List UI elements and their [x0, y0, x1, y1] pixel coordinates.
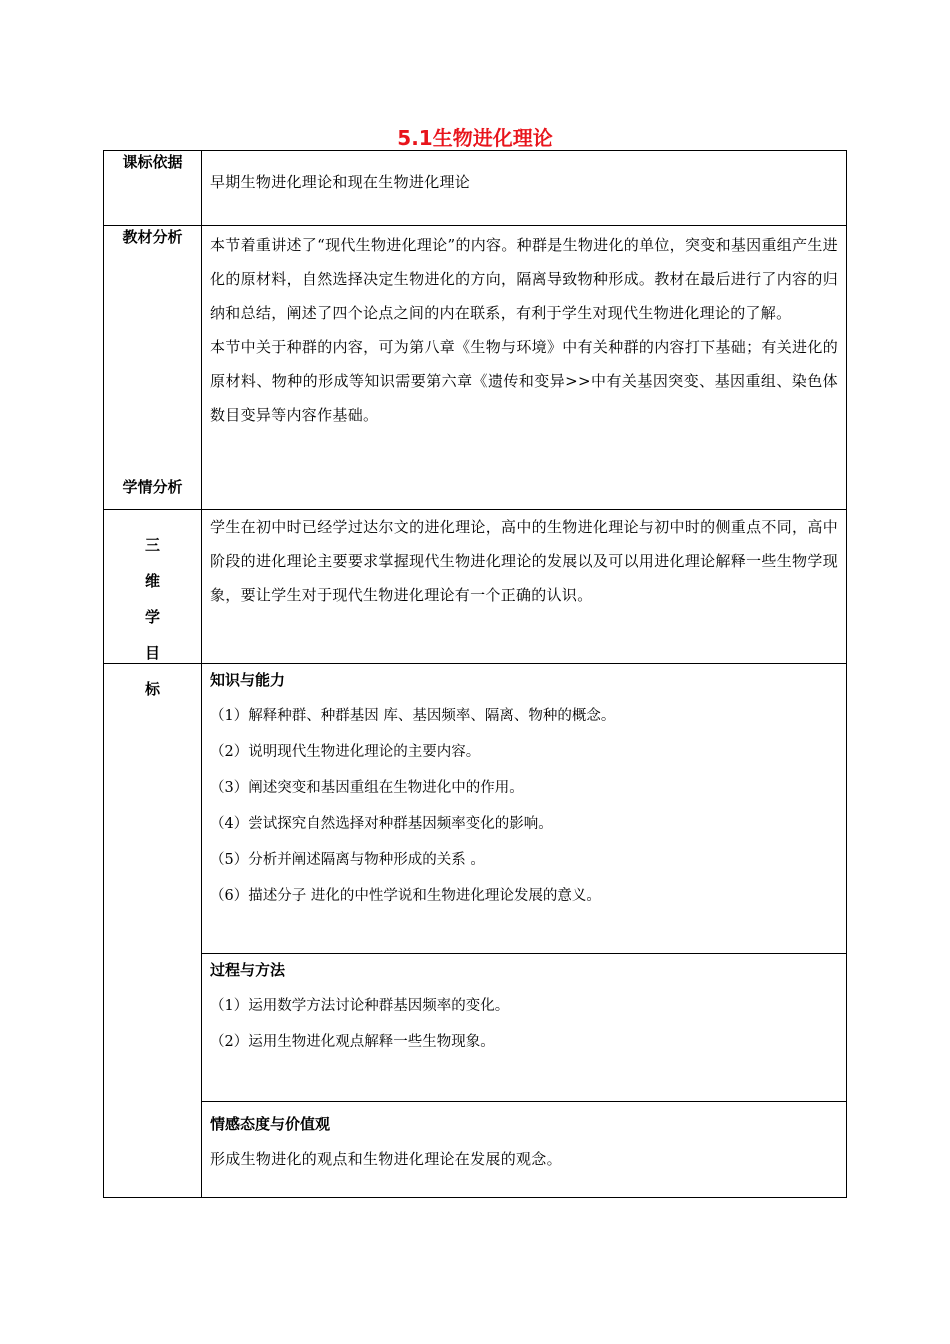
label-three-dimensional-goals [104, 536, 202, 1198]
curriculum-basis-text: 早期生物进化理论和现在生物进化理论 [210, 173, 471, 191]
goals-label-char-3: 学 [144, 608, 160, 626]
goals-label-char-4: 目 [144, 644, 160, 662]
textbook-paragraph-1: 本节着重讲述了“现代生物进化理论”的内容。种群是生物进化的单位，突变和基因重组产生进化的原材料，自然选择决定生物进化的方向，隔离导致物种形成。教材在最后进行了内容的归纳和总结，阐述了四个论点之间的内在联系，有利于学生对现代生物进化理论的了解。 [210, 236, 838, 322]
row-goals-attitude [104, 1102, 847, 1198]
lesson-plan-table [103, 150, 847, 1198]
row-learner-analysis [104, 510, 847, 664]
process-method-heading: 过程与方法 [210, 961, 286, 979]
learner-analysis-text: 学生在初中时已经学过达尔文的进化理论，高中的生物进化理论与初中时的侧重点不同，高中阶段的进化理论主要要求掌握现代生物进化理论的发展以及可以用进化理论解释一些生物学现象，要让学生对于现代生物进化理论有一个正确的认识。 [210, 518, 838, 604]
knowledge-item-3: （3）阐述突变和基因重组在生物进化中的作用。 [210, 780, 524, 796]
knowledge-item-2: （2）说明现代生物进化理论的主要内容。 [210, 744, 481, 760]
content-curriculum-basis [202, 151, 847, 226]
goals-label-char-5: 标 [144, 680, 160, 698]
row-goals-knowledge [104, 664, 847, 954]
label-textbook-analysis: 教材分析 [104, 226, 202, 510]
process-item-1: （1）运用数学方法讨论种群基因频率的变化。 [210, 998, 510, 1014]
knowledge-ability-heading: 知识与能力 [210, 671, 286, 689]
content-textbook-analysis [202, 226, 847, 510]
textbook-paragraph-2: 本节中关于种群的内容，可为第八章《生物与环境》中有关种群的内容打下基础；有关进化的原材料、物种的形成等知识需要第六章《遗传和变异>>中有关基因突变、基因重组、染色体数目变异等内容作基础。 [210, 338, 838, 424]
process-item-2: （2）运用生物进化观点解释一些生物现象。 [210, 1034, 495, 1050]
row-textbook-analysis [104, 226, 847, 510]
knowledge-item-6: （6）描述分子 进化的中性学说和生物进化理论发展的意义。 [210, 888, 601, 904]
knowledge-item-4: （4）尝试探究自然选择对种群基因频率变化的影响。 [210, 816, 553, 832]
content-process-method [202, 954, 847, 1102]
attitude-values-text: 形成生物进化的观点和生物进化理论在发展的观念。 [210, 1150, 562, 1168]
content-learner-analysis [202, 510, 847, 664]
page-title: 5.1生物进化理论 [397, 126, 553, 150]
row-curriculum-basis [104, 151, 847, 226]
label-curriculum-basis: 课标依据 [104, 151, 202, 226]
content-knowledge-ability [202, 664, 847, 954]
content-attitude-values [202, 1102, 847, 1198]
goals-label-char-1: 三 [144, 536, 160, 554]
attitude-values-heading: 情感态度与价值观 [210, 1115, 331, 1133]
knowledge-item-1: （1）解释种群、种群基因 库、基因频率、隔离、物种的概念。 [210, 708, 616, 724]
learner-analysis-label-text: 学情分析 [122, 478, 183, 496]
knowledge-item-5: （5）分析并阐述隔离与物种形成的关系 。 [210, 852, 485, 868]
goals-label-char-2: 维 [144, 572, 160, 590]
row-goals-process [104, 954, 847, 1102]
